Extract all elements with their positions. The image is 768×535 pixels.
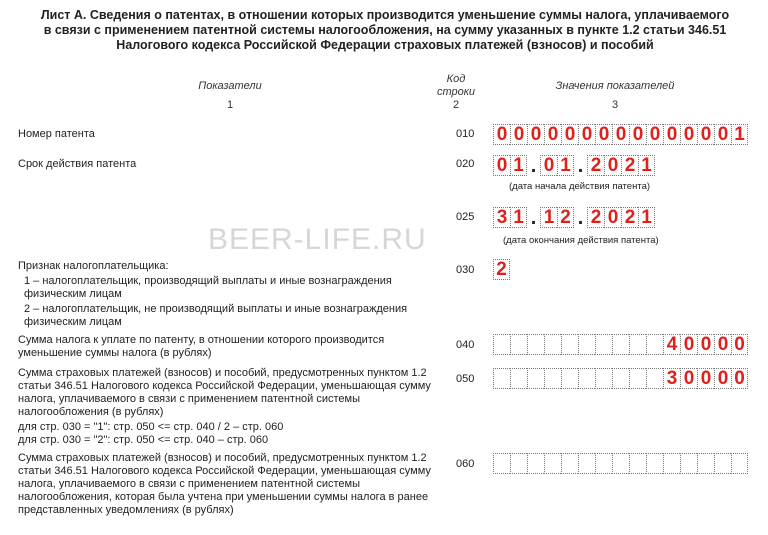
digit-cell[interactable]: 1	[638, 155, 655, 176]
header-values: Значения показателей	[555, 80, 675, 92]
date-separator: .	[577, 206, 584, 229]
digit-cell[interactable]	[714, 453, 731, 474]
digit-cell[interactable]: 1	[638, 207, 655, 228]
digit-cell[interactable]: 0	[544, 124, 561, 145]
digit-cell[interactable]: 2	[621, 155, 638, 176]
row-050-code: 050	[456, 373, 475, 385]
digit-cell[interactable]: 0	[714, 124, 731, 145]
row-050-rule-2: для стр. 030 = "2": стр. 050 <= стр. 040 – стр. 060	[18, 434, 269, 446]
row-025-date-field[interactable]	[493, 207, 655, 228]
digit-cell[interactable]	[527, 368, 544, 389]
digit-cell[interactable]: 1	[510, 155, 527, 176]
header-line-code-num: 2	[452, 99, 460, 111]
digit-cell[interactable]	[493, 368, 510, 389]
digit-cell[interactable]: 0	[527, 124, 544, 145]
digit-cell[interactable]	[612, 453, 629, 474]
digit-cell[interactable]	[595, 453, 612, 474]
row-030-code: 030	[456, 264, 475, 276]
start-month[interactable]	[540, 155, 574, 176]
row-010-field[interactable]	[493, 124, 748, 145]
start-day[interactable]	[493, 155, 527, 176]
row-020-label: Срок действия патента	[18, 158, 137, 170]
row-025-note: (дата окончания действия патента)	[503, 235, 659, 246]
digit-cell[interactable]	[493, 334, 510, 355]
digit-cell[interactable]	[646, 453, 663, 474]
digit-cell[interactable]	[578, 368, 595, 389]
digit-cell[interactable]: 0	[493, 155, 510, 176]
row-060-field[interactable]	[493, 453, 748, 474]
digit-cell[interactable]: 0	[578, 124, 595, 145]
row-040-code: 040	[456, 339, 475, 351]
row-020-code: 020	[456, 158, 475, 170]
date-separator: .	[577, 154, 584, 177]
watermark: BEER-LIFE.RU	[208, 223, 427, 256]
end-month[interactable]	[540, 207, 574, 228]
digit-cell[interactable]: 3	[493, 207, 510, 228]
digit-cell[interactable]	[510, 334, 527, 355]
digit-cell[interactable]	[697, 453, 714, 474]
digit-cell[interactable]	[595, 334, 612, 355]
digit-cell[interactable]	[561, 368, 578, 389]
row-050-rule-1: для стр. 030 = "1": стр. 050 <= стр. 040 / 2 – стр. 060	[18, 421, 284, 433]
row-050-label: Сумма страховых платежей (взносов) и пособий, предусмотренных пунктом 1.2 статьи 346.51 Налогового кодекса Российской Федерации, уменьшающая сумму налога, уплачиваемого в связи с применением патентной системы налогообложения (в рублях)	[18, 367, 431, 418]
row-010-code: 010	[456, 128, 475, 140]
digit-cell[interactable]	[527, 334, 544, 355]
digit-cell[interactable]: 3	[663, 368, 680, 389]
row-060-label: Сумма страховых платежей (взносов) и пособий, предусмотренных пунктом 1.2 статьи 346.51 Налогового кодекса Российской Федерации, уменьшающая сумму налога, уплачиваемого в связи с применением патентной системы налогообложения, которая была учтена при уменьшении суммы налога в ранее представленных уведомлениях (в рублях)	[18, 452, 431, 516]
digit-cell[interactable]: 0	[612, 124, 629, 145]
digit-cell[interactable]: 2	[587, 155, 604, 176]
digit-cell[interactable]: 0	[697, 368, 714, 389]
digit-cell[interactable]	[493, 453, 510, 474]
sheet-title: Лист А. Сведения о патентах, в отношении которых производится уменьшение суммы налога, уплачиваемого в связи с применением патентной системы налогообложения, на сумму указанных в пункте 1.2 статьи 346.51 Налогового кодекса Российской Федерации страховых платежей (взносов) и пособий	[40, 8, 730, 52]
header-values-num: 3	[611, 99, 619, 111]
digit-cell[interactable]: 1	[557, 155, 574, 176]
digit-cell[interactable]: 0	[604, 207, 621, 228]
digit-cell[interactable]: 0	[604, 155, 621, 176]
digit-cell[interactable]: 0	[646, 124, 663, 145]
digit-cell[interactable]: 0	[731, 334, 748, 355]
digit-cell[interactable]: 1	[731, 124, 748, 145]
digit-cell[interactable]	[544, 453, 561, 474]
row-030-field[interactable]	[493, 259, 510, 280]
digit-cell[interactable]: 0	[663, 124, 680, 145]
digit-cell[interactable]: 0	[714, 368, 731, 389]
digit-cell[interactable]	[544, 368, 561, 389]
digit-cell[interactable]: 4	[663, 334, 680, 355]
date-separator: .	[530, 154, 537, 177]
date-separator: .	[530, 206, 537, 229]
digit-cell[interactable]	[578, 334, 595, 355]
digit-cell[interactable]: 0	[595, 124, 612, 145]
row-030-label: Признак налогоплательщика:	[18, 260, 169, 272]
digit-cell[interactable]: 0	[493, 124, 510, 145]
digit-cell[interactable]	[629, 334, 646, 355]
digit-cell[interactable]	[510, 453, 527, 474]
digit-cell[interactable]: 1	[510, 207, 527, 228]
row-010-label: Номер патента	[18, 128, 95, 140]
digit-cell[interactable]: 0	[510, 124, 527, 145]
row-040-label: Сумма налога к уплате по патенту, в отношении которого производится уменьшение суммы налога (в рублях)	[18, 334, 385, 359]
digit-cell[interactable]	[527, 453, 544, 474]
digit-cell[interactable]: 0	[697, 334, 714, 355]
end-day[interactable]	[493, 207, 527, 228]
digit-cell[interactable]	[578, 453, 595, 474]
digit-cell[interactable]: 0	[731, 368, 748, 389]
row-020-date-field[interactable]	[493, 155, 655, 176]
digit-cell[interactable]	[646, 368, 663, 389]
digit-cell[interactable]: 1	[540, 207, 557, 228]
digit-cell[interactable]: 0	[680, 368, 697, 389]
digit-cell[interactable]	[561, 453, 578, 474]
digit-cell[interactable]	[612, 368, 629, 389]
digit-cell[interactable]: 0	[629, 124, 646, 145]
digit-cell[interactable]: 2	[557, 207, 574, 228]
header-line-code: Код строки	[436, 73, 476, 98]
digit-cell[interactable]: 2	[587, 207, 604, 228]
digit-cell[interactable]	[731, 453, 748, 474]
row-050-field[interactable]	[493, 368, 748, 389]
digit-cell[interactable]: 2	[493, 259, 510, 280]
start-year[interactable]	[587, 155, 655, 176]
end-year[interactable]	[587, 207, 655, 228]
digit-cell[interactable]	[629, 453, 646, 474]
digit-cell[interactable]	[561, 334, 578, 355]
digit-cell[interactable]: 0	[714, 334, 731, 355]
digit-cell[interactable]	[595, 368, 612, 389]
digit-cell[interactable]: 0	[561, 124, 578, 145]
digit-cell[interactable]	[612, 334, 629, 355]
digit-cell[interactable]	[663, 453, 680, 474]
row-040-field[interactable]	[493, 334, 748, 355]
row-060-code: 060	[456, 458, 475, 470]
digit-cell[interactable]	[544, 334, 561, 355]
digit-cell[interactable]: 0	[540, 155, 557, 176]
digit-cell[interactable]	[510, 368, 527, 389]
digit-cell[interactable]: 2	[621, 207, 638, 228]
row-030-option-1: 1 – налогоплательщик, производящий выплаты и иные вознаграждения физическим лицам	[24, 275, 392, 300]
digit-cell[interactable]	[646, 334, 663, 355]
digit-cell[interactable]: 0	[697, 124, 714, 145]
row-025-code: 025	[456, 211, 475, 223]
row-030-option-2: 2 – налогоплательщик, не производящий выплаты и иные вознаграждения физическим лицам	[24, 303, 408, 328]
digit-cell[interactable]	[629, 368, 646, 389]
header-indicators-num: 1	[226, 99, 234, 111]
header-indicators: Показатели	[198, 80, 262, 92]
digit-cell[interactable]	[680, 453, 697, 474]
digit-cell[interactable]: 0	[680, 124, 697, 145]
digit-cell[interactable]: 0	[680, 334, 697, 355]
row-020-note: (дата начала действия патента)	[509, 181, 651, 192]
